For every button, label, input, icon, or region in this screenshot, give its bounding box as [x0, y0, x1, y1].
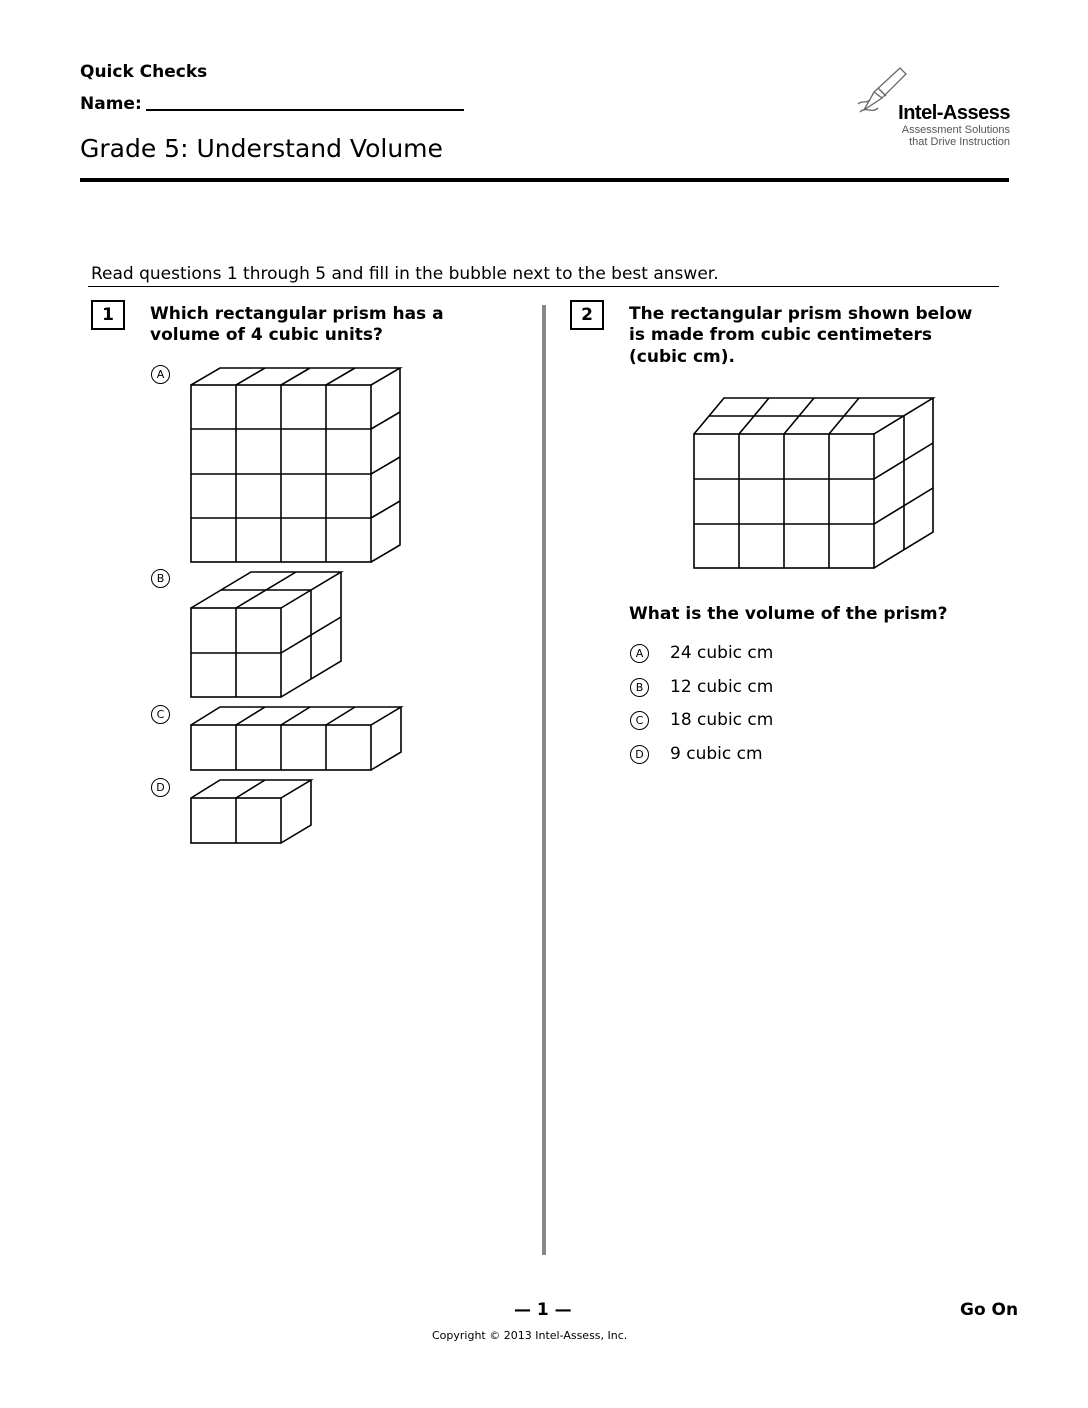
brand-tagline-2: that Drive Instruction	[909, 136, 1010, 148]
q2-option-d-text: 9 cubic cm	[670, 744, 763, 764]
question-1-text-line-2: volume of 4 cubic units?	[150, 325, 383, 345]
page-title: Grade 5: Understand Volume	[80, 134, 443, 163]
q1-option-d-bubble[interactable]: D	[151, 778, 170, 797]
q2-prism-figure	[688, 394, 938, 574]
q1-option-c-bubble[interactable]: C	[151, 705, 170, 724]
brand-tagline-1: Assessment Solutions	[901, 124, 1010, 136]
instructions-rule	[88, 286, 999, 287]
q1-option-a-bubble[interactable]: A	[151, 365, 170, 384]
question-2-text-line-3: (cubic cm).	[629, 347, 735, 367]
name-label: Name:	[80, 94, 142, 114]
go-on-label: Go On	[960, 1300, 1019, 1320]
question-1-text-line-1: Which rectangular prism has a	[150, 304, 444, 324]
q2-option-b-text: 12 cubic cm	[670, 677, 774, 697]
question-2-prompt: What is the volume of the prism?	[629, 604, 948, 624]
q1-option-d-prism-figure	[185, 774, 325, 849]
q2-option-a-bubble[interactable]: A	[630, 644, 649, 663]
q1-option-a-prism-figure	[185, 360, 415, 570]
brand-name: Intel-Assess	[898, 102, 1010, 124]
brand-logo	[850, 66, 1010, 150]
q1-option-b-bubble[interactable]: B	[151, 569, 170, 588]
q2-option-c-text: 18 cubic cm	[670, 710, 774, 730]
question-2-text-line-1: The rectangular prism shown below	[629, 304, 973, 324]
q2-option-d-bubble[interactable]: D	[630, 745, 649, 764]
question-2-text-line-2: is made from cubic centimeters	[629, 325, 932, 345]
q2-option-c-bubble[interactable]: C	[630, 711, 649, 730]
q2-option-b-bubble[interactable]: B	[630, 678, 649, 697]
q2-option-a-text: 24 cubic cm	[670, 643, 774, 663]
column-divider	[542, 305, 546, 1255]
q1-option-b-prism-figure	[185, 568, 345, 698]
header-divider	[80, 178, 1009, 182]
question-1-number: 1	[91, 300, 125, 330]
instructions: Read questions 1 through 5 and fill in the bubble next to the best answer.	[91, 264, 719, 284]
series-label: Quick Checks	[80, 62, 208, 82]
question-2-number: 2	[570, 300, 604, 330]
page-number: — 1 —	[514, 1300, 572, 1320]
copyright: Copyright © 2013 Intel-Assess, Inc.	[432, 1329, 628, 1342]
q1-option-c-prism-figure	[185, 700, 415, 775]
name-field-line[interactable]	[146, 109, 464, 111]
